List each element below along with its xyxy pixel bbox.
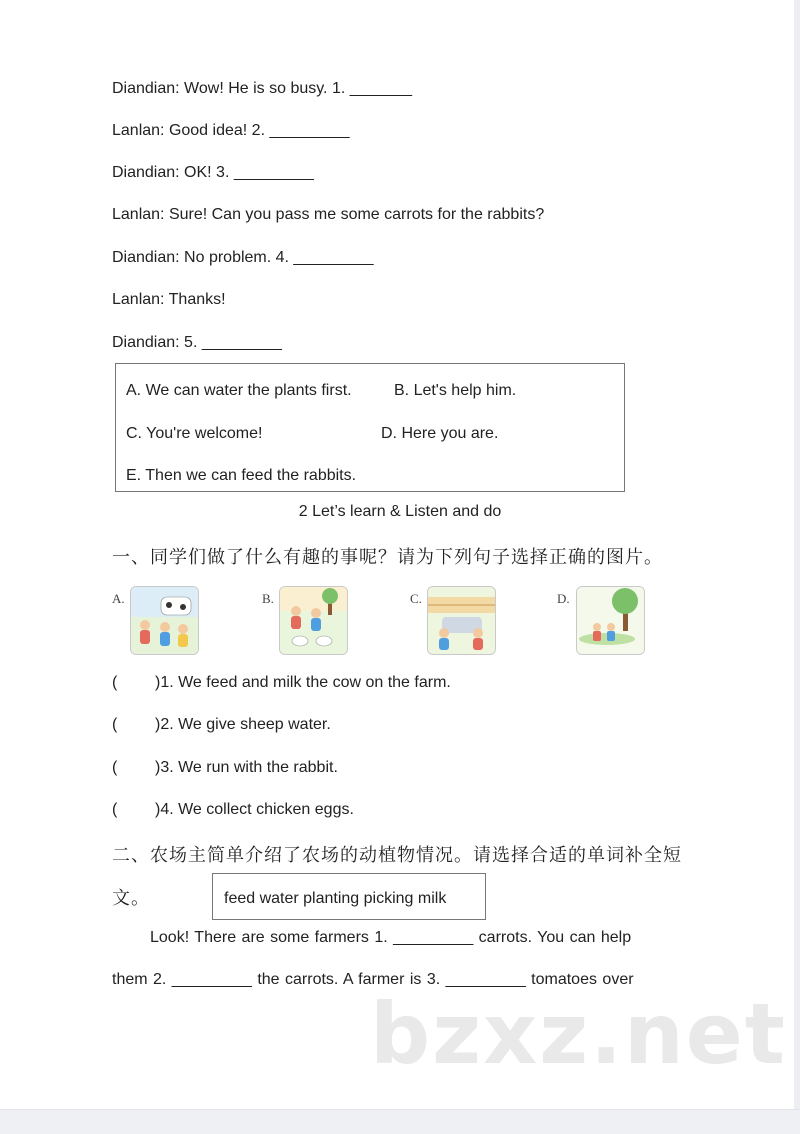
picture-label-d: D. bbox=[557, 591, 570, 606]
part1-instruction: 一、同学们做了什么有趣的事呢？请为下列句子选择正确的图片。 bbox=[112, 547, 663, 568]
dialogue-line-5: Diandian: No problem. 4. _________ bbox=[112, 249, 374, 266]
word-bank: feed water planting picking milk bbox=[224, 890, 447, 907]
option-b: B. Let's help him. bbox=[394, 382, 517, 399]
dialogue-line-6: Lanlan: Thanks! bbox=[112, 291, 226, 308]
chicken-eggs-picture-icon bbox=[577, 587, 644, 654]
picture-d bbox=[576, 586, 645, 655]
rabbit-picture-icon bbox=[428, 587, 495, 654]
question-2: )2. We give sheep water. bbox=[155, 716, 331, 733]
question-4: )4. We collect chicken eggs. bbox=[155, 801, 354, 818]
dialogue-line-4: Lanlan: Sure! Can you pass me some carrots for the rabbits? bbox=[112, 206, 545, 223]
options-box bbox=[115, 363, 625, 492]
cow-milking-picture-icon bbox=[131, 587, 198, 654]
picture-b bbox=[279, 586, 348, 655]
paragraph-line-1: Look! There are some farmers 1. _________ carrots. You can help bbox=[150, 929, 632, 946]
section-title: 2 Let’s learn & Listen and do bbox=[298, 503, 502, 520]
answer-paren-2[interactable]: ( bbox=[112, 716, 118, 733]
dialogue-line-3: Diandian: OK! 3. _________ bbox=[112, 164, 314, 181]
picture-a bbox=[130, 586, 199, 655]
picture-label-b: B. bbox=[262, 591, 274, 606]
part2-instruction-line2: 文。 bbox=[112, 888, 150, 909]
option-d: D. Here you are. bbox=[381, 425, 499, 442]
sheep-water-picture-icon bbox=[280, 587, 347, 654]
dialogue-line-1: Diandian: Wow! He is so busy. 1. _______ bbox=[112, 80, 413, 97]
picture-label-a: A. bbox=[112, 591, 125, 606]
bottom-strip bbox=[0, 1109, 800, 1134]
page-edge bbox=[794, 0, 800, 1134]
question-1: )1. We feed and milk the cow on the farm. bbox=[155, 674, 451, 691]
question-3: )3. We run with the rabbit. bbox=[155, 759, 338, 776]
watermark: bzxz.net bbox=[370, 985, 787, 1083]
word-bank-box bbox=[212, 873, 486, 920]
dialogue-line-7: Diandian: 5. _________ bbox=[112, 334, 282, 351]
option-a: A. We can water the plants first. bbox=[126, 382, 352, 399]
part2-instruction-line1: 二、农场主简单介绍了农场的动植物情况。请选择合适的单词补全短 bbox=[112, 845, 682, 866]
dialogue-line-2: Lanlan: Good idea! 2. _________ bbox=[112, 122, 350, 139]
option-c: C. You're welcome! bbox=[126, 425, 263, 442]
paragraph-line-2: them 2. _________ the carrots. A farmer is 3. _________ tomatoes over bbox=[112, 971, 634, 988]
answer-paren-3[interactable]: ( bbox=[112, 759, 118, 776]
picture-c bbox=[427, 586, 496, 655]
picture-label-c: C. bbox=[410, 591, 422, 606]
option-e: E. Then we can feed the rabbits. bbox=[126, 467, 357, 484]
answer-paren-4[interactable]: ( bbox=[112, 801, 118, 818]
answer-paren-1[interactable]: ( bbox=[112, 674, 118, 691]
